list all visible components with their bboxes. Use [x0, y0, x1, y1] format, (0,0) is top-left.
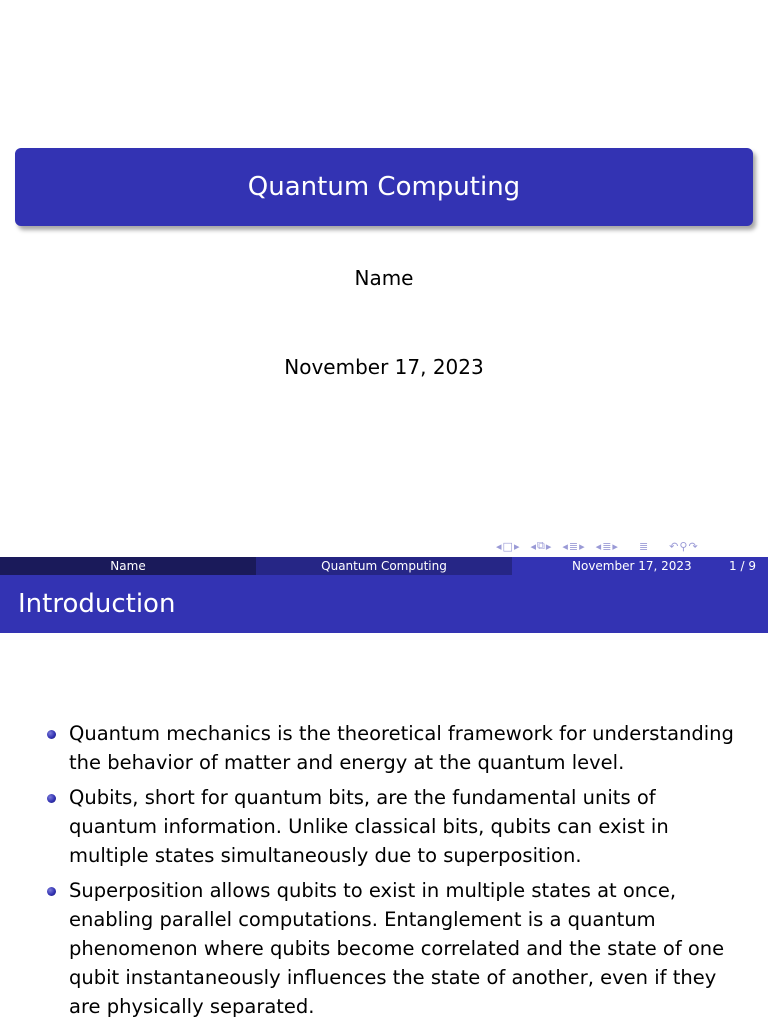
nav-next-section-icon[interactable]: ▸ — [579, 539, 585, 553]
nav-outline-icon[interactable]: ≣ — [638, 539, 649, 553]
bullet-text: Qubits, short for quantum bits, are the fundamental units of quantum information. Unlike classical bits, qubits can exist in multiple states simultaneously due to superposition. — [69, 786, 669, 867]
presentation-title: Quantum Computing — [247, 172, 521, 202]
frame-title-bar — [0, 575, 768, 633]
bullet-icon — [47, 887, 56, 896]
footer-page-number: 1 / 9 — [729, 559, 756, 573]
bullet-icon — [47, 794, 56, 803]
nav-next-slide-icon[interactable]: ▸ — [612, 539, 618, 553]
footer-title: Quantum Computing — [321, 559, 447, 573]
nav-prev-slide-icon[interactable]: ◂ — [595, 539, 602, 553]
nav-section-icon[interactable]: ≣ — [568, 539, 579, 553]
nav-next-subsection-icon[interactable]: ▸ — [545, 539, 552, 553]
footer-author-section — [0, 557, 256, 575]
frame-title: Introduction — [18, 589, 176, 619]
author-name: Name — [354, 266, 414, 290]
nav-prev-subsection-icon[interactable]: ◂ — [530, 539, 536, 553]
bullet-text: Quantum mechanics is the theoretical framework for understanding the behavior of matter and energy at the quantum level. — [69, 722, 734, 774]
bullet-text: Superposition allows qubits to exist in multiple states at once, enabling parallel computations. Entanglement is a quantum phenomenon where qubits become correlated and the state of one qubit instantaneously influences the state of another, even if they are physically separated. — [69, 879, 725, 1018]
list-item — [46, 783, 746, 870]
nav-frame-icon[interactable]: □ — [502, 539, 513, 553]
footer-date-section — [512, 557, 768, 575]
nav-prev-frame-icon[interactable]: ◂ — [496, 539, 502, 553]
footer-author: Name — [110, 559, 146, 573]
presentation-date: November 17, 2023 — [284, 355, 484, 379]
nav-subsection-icon[interactable]: ⧉ — [537, 539, 545, 552]
footer-title-section — [256, 557, 512, 575]
bullet-icon — [47, 730, 56, 739]
nav-forward-icon[interactable]: ↷ — [688, 539, 698, 553]
list-item — [46, 876, 746, 1021]
slide-footer — [0, 557, 768, 575]
bullet-list — [46, 719, 746, 1024]
nav-back-icon[interactable]: ↶ — [669, 539, 679, 553]
nav-prev-section-icon[interactable]: ◂ — [562, 539, 568, 553]
title-box — [15, 148, 753, 226]
nav-search-icon[interactable]: ⚲ — [679, 539, 688, 553]
footer-date: November 17, 2023 — [572, 559, 692, 573]
nav-next-frame-icon[interactable]: ▸ — [513, 539, 520, 553]
list-item — [46, 719, 746, 777]
nav-slide-icon[interactable]: ≣ — [602, 539, 612, 553]
beamer-navigation — [496, 538, 762, 554]
